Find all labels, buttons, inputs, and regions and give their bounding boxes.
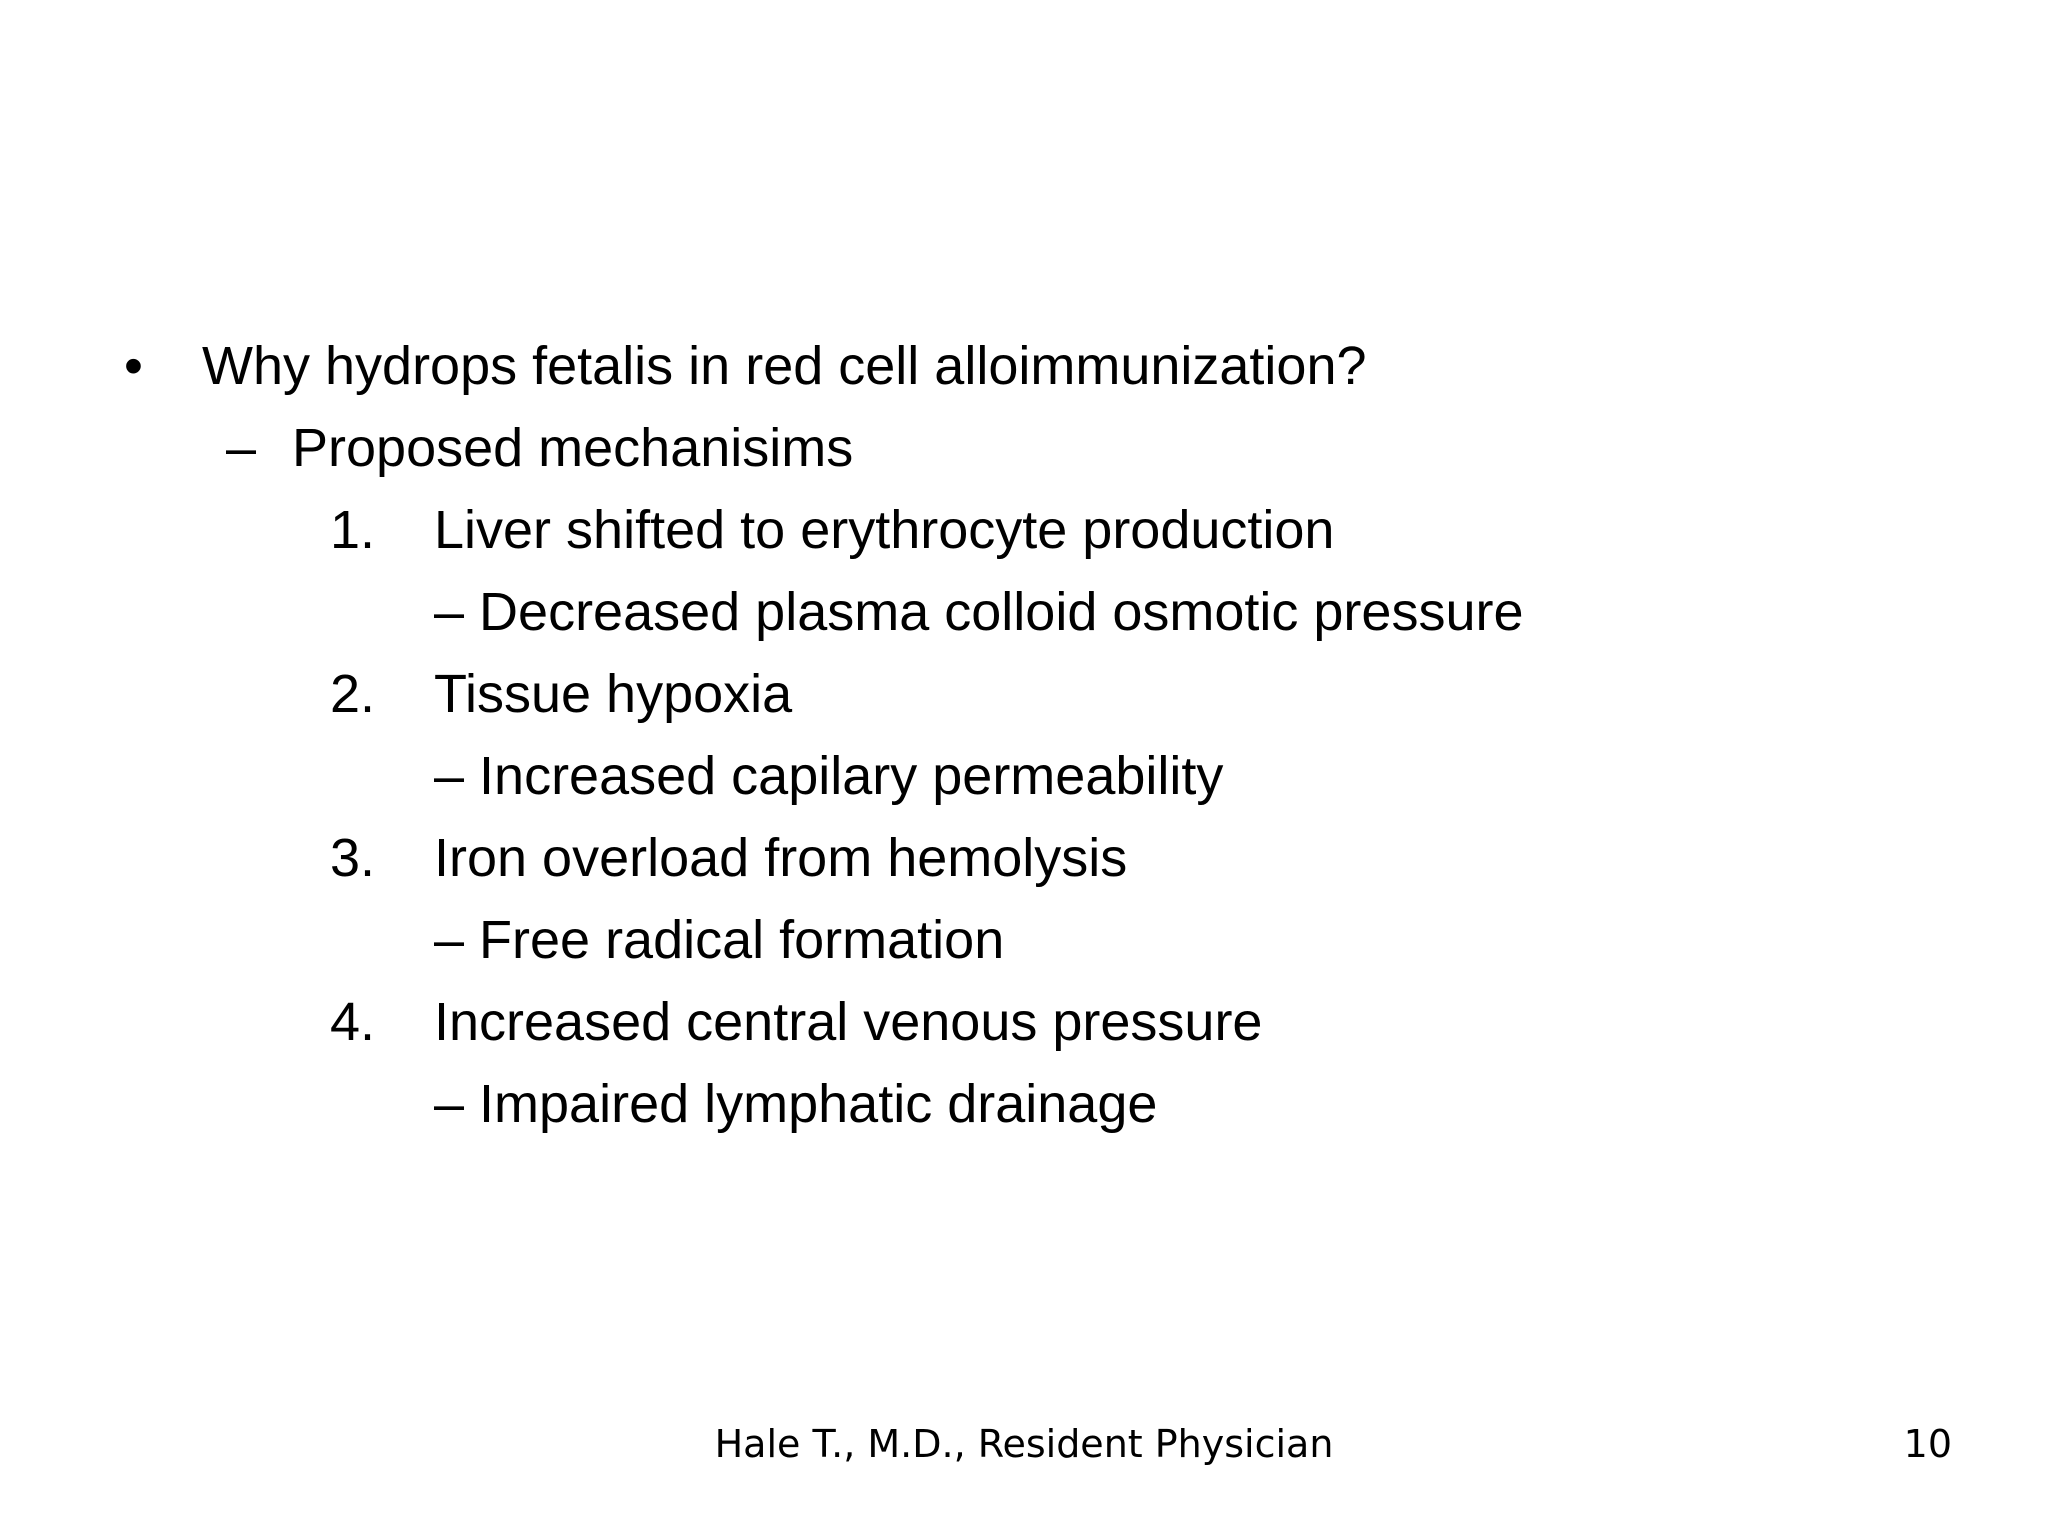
sub-bullet-marker: – <box>226 418 257 478</box>
footer-author: Hale T., M.D., Resident Physician <box>714 1422 1334 1466</box>
mechanism-text: Increased central venous pressure <box>434 992 1263 1052</box>
mechanism-detail: – Increased capilary permeability <box>434 746 1224 806</box>
mechanism-detail: – Decreased plasma colloid osmotic pressure <box>434 582 1524 642</box>
mechanism-number: 4. <box>330 992 376 1052</box>
main-bullet-marker: • <box>124 336 143 396</box>
mechanism-detail: – Free radical formation <box>434 910 1005 970</box>
page-number: 10 <box>1903 1422 1952 1466</box>
mechanism-text: Liver shifted to erythrocyte production <box>434 500 1335 560</box>
mechanism-number: 3. <box>330 828 376 888</box>
mechanism-text: Iron overload from hemolysis <box>434 828 1128 888</box>
mechanism-detail: – Impaired lymphatic drainage <box>434 1074 1158 1134</box>
mechanism-number: 2. <box>330 664 376 724</box>
mechanism-text: Tissue hypoxia <box>434 664 793 724</box>
main-bullet-text: Why hydrops fetalis in red cell alloimmunization? <box>202 336 1367 396</box>
sub-bullet-text: Proposed mechanisims <box>292 418 854 478</box>
mechanism-number: 1. <box>330 500 376 560</box>
